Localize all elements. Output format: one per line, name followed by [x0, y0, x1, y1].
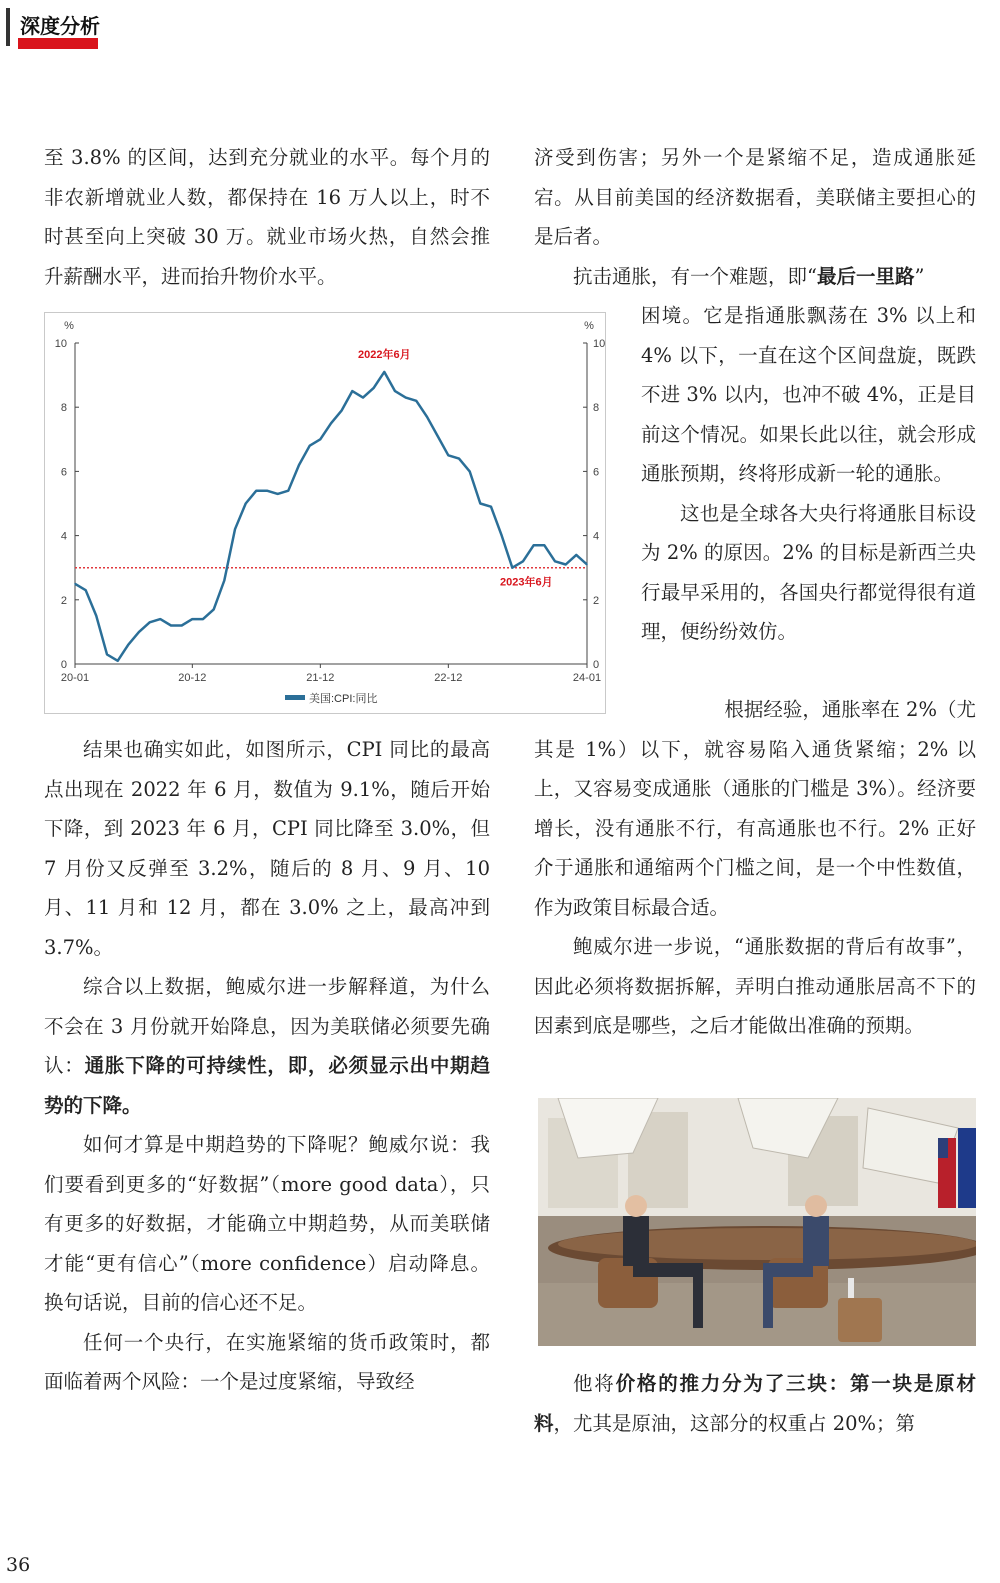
y-tick-label-left: 0: [60, 659, 67, 671]
paragraph: 任何一个央行，在实施紧缩的货币政策时，都面临着两个风险：一个是过度紧缩，导致经: [44, 1330, 490, 1393]
cpi-data-point: [522, 560, 524, 562]
cpi-data-point: [298, 464, 300, 466]
x-tick-label: 24-01: [572, 672, 602, 684]
y-tick-label-right: 8: [593, 402, 600, 415]
paragraph: 困境。它是指通胀飘荡在 3% 以上和 4% 以下，一直在这个区间盘旋，既跌不进 3% 以内，也冲不破 4%，正是目前这个情况。如果长此以往，就会形成通胀预期，终将形成新一轮的通胀。: [641, 304, 976, 485]
emphasis-text: 价格的推力分为了三块：第一块是原材料: [534, 1372, 976, 1435]
cpi-data-point: [96, 615, 98, 617]
cpi-data-point: [448, 455, 450, 457]
y-tick-label-right: 6: [593, 466, 600, 479]
cpi-data-point: [554, 560, 556, 562]
left-column-top: [44, 138, 490, 296]
y-tick-label-left: 10: [54, 338, 67, 350]
paragraph-text: ，尤其是原油，这部分的权重占 20%；第: [553, 1411, 916, 1435]
paragraph: [534, 257, 976, 297]
cpi-data-point: [160, 618, 162, 620]
y-tick-label-right: 10: [593, 338, 605, 350]
cpi-data-point: [149, 621, 151, 623]
cpi-data-point: [277, 493, 279, 495]
cpi-chart-svg: [45, 313, 605, 713]
cpi-data-point: [512, 567, 514, 569]
paragraph: 其是 1%）以下，就容易陷入通货紧缩；2% 以上，又容易变成通胀（通胀的门槛是 3%）。经济要增长，没有通胀不行，有高通胀也不行。2% 正好介于通胀和通缩两个门槛之间，是一个中性数值，作为政策目标最合适。: [534, 737, 976, 919]
cpi-data-point: [373, 387, 375, 389]
cpi-data-point: [394, 390, 396, 392]
y-tick-label-right: 4: [593, 530, 600, 543]
cpi-data-point: [106, 654, 108, 656]
cpi-data-point: [192, 618, 194, 620]
cpi-data-point: [288, 490, 290, 492]
cpi-data-point: [469, 471, 471, 473]
cpi-data-point: [234, 528, 236, 530]
y-unit-right: %: [584, 320, 594, 332]
cpi-data-point: [256, 490, 258, 492]
paragraph-text: 他将: [573, 1372, 616, 1395]
legend-label: 美国:CPI:同比: [309, 693, 378, 705]
y-tick-label-left: 2: [60, 594, 67, 607]
emphasis-text: 通胀下降的可持续性，即，必须显示出中期趋势的下降。: [44, 1054, 490, 1117]
cpi-data-point: [426, 416, 428, 418]
cpi-data-point: [384, 371, 386, 373]
cpi-data-point: [416, 400, 418, 402]
section-tag-bar: [6, 8, 10, 46]
y-unit-left: %: [64, 320, 74, 332]
cpi-data-point: [565, 564, 567, 566]
cpi-data-point: [533, 544, 535, 546]
y-tick-label-left: 8: [60, 402, 67, 415]
peak-annotation: 2022年6月: [358, 348, 411, 361]
right-column-bottom: [534, 1364, 976, 1443]
cpi-data-point: [213, 609, 215, 611]
emphasis-text: 最后一里路: [816, 264, 915, 288]
cpi-data-point: [480, 503, 482, 505]
paragraph: [534, 1364, 976, 1443]
cpi-data-point: [405, 397, 407, 399]
left-column-bottom: [44, 730, 490, 1402]
paragraph: 至 3.8% 的区间，达到充分就业的水平。每个月的非农新增就业人数，都保持在 16 万人以上，时不时甚至向上突破 30 万。就业市场火热，自然会推升薪酬水平，进而抬升物价水平。: [44, 146, 490, 288]
paragraph: 鲍威尔进一步说，“通胀数据的背后有故事”，因此必须将数据拆解，弄明白推动通胀居高不下的因素到底是哪些，之后才能做出准确的预期。: [534, 935, 976, 1037]
y-tick-label-left: 4: [60, 530, 67, 543]
paragraph: [44, 967, 490, 1125]
x-tick-label: 20-01: [60, 672, 90, 684]
right-column-top: [534, 138, 976, 296]
y-tick-label-right: 0: [593, 659, 600, 671]
cpi-data-point: [544, 544, 546, 546]
cpi-data-point: [85, 589, 87, 591]
right-column-middle: [534, 690, 976, 1046]
cpi-data-point: [170, 625, 172, 627]
cpi-data-point: [181, 625, 183, 627]
cpi-data-point: [437, 435, 439, 437]
paragraph: 这也是全球各大央行将通胀目标设为 2% 的原因。2% 的目标是新西兰央行最早采用的，各国央行都觉得很有道理，便纷纷效仿。: [641, 501, 976, 643]
cpi-data-point: [320, 439, 322, 441]
cpi-data-point: [501, 535, 503, 537]
cpi-data-point: [266, 490, 268, 492]
cpi-data-point: [362, 397, 364, 399]
cpi-data-point: [224, 580, 226, 582]
cpi-data-point: [245, 503, 247, 505]
cpi-data-point: [490, 506, 492, 508]
legend-swatch: [285, 695, 305, 700]
section-title: 深度分析: [20, 14, 100, 38]
paragraph: 结果也确实如此，如图所示，CPI 同比的最高点出现在 2022 年 6 月，数值为 9.1%，随后开始下降，到 2023 年 6 月，CPI 同比降至 3.0%，但 7 月份又反弹至 3.2%，随后的 8 月、9 月、10 月、11 月和 12 月，都在 3.0% 之上，最高冲到 3.7%。: [44, 738, 490, 959]
cpi-data-point: [128, 644, 130, 646]
section-red-bar: [18, 38, 98, 49]
y-tick-label-right: 2: [593, 594, 600, 607]
x-tick-label: 21-12: [306, 672, 335, 684]
cpi-data-point: [576, 554, 578, 556]
interview-photo-illustration: [538, 1098, 976, 1346]
paragraph-text: 抗击通胀，有一个难题，即“: [573, 264, 817, 288]
cpi-data-point: [458, 458, 460, 460]
cpi-data-point: [202, 618, 204, 620]
cpi-data-point: [309, 445, 311, 447]
right-column-narrow: [641, 296, 976, 652]
interview-photo: [538, 1098, 976, 1346]
x-tick-label: 22-12: [434, 672, 463, 684]
cpi-data-point: [330, 422, 332, 424]
cpi-data-point: [138, 631, 140, 633]
cpi-data-point: [352, 390, 354, 392]
cpi-data-point: [117, 660, 119, 662]
paragraph-text: ”: [914, 264, 925, 288]
cpi-data-point: [74, 583, 76, 585]
cpi-series-line: [75, 372, 587, 661]
page-number: 36: [6, 1554, 31, 1576]
paragraph: 济受到伤害；另外一个是紧缩不足，造成通胀延宕。从目前美国的经济数据看，美联储主要担心的是后者。: [534, 146, 976, 248]
cpi-data-point: [341, 410, 343, 412]
y-tick-label-left: 6: [60, 466, 67, 479]
paragraph-text: 综合以上数据，鲍威尔进一步解释道，为什么不会在 3 月份就开始降息，因为美联储必须要先确认：: [44, 975, 490, 1077]
x-tick-label: 20-12: [178, 672, 207, 684]
cpi-chart: [44, 312, 606, 714]
low-annotation: 2023年6月: [500, 576, 553, 589]
cpi-data-point: [586, 564, 588, 566]
paragraph: 如何才算是中期趋势的下降呢？鲍威尔说：我们要看到更多的“好数据”（more good data），只有更多的好数据，才能确立中期趋势，从而美联储才能“更有信心”（more confidence）启动降息。换句话说，目前的信心还不足。: [44, 1133, 490, 1314]
paragraph: 根据经验，通胀率在 2%（尤: [724, 698, 976, 721]
